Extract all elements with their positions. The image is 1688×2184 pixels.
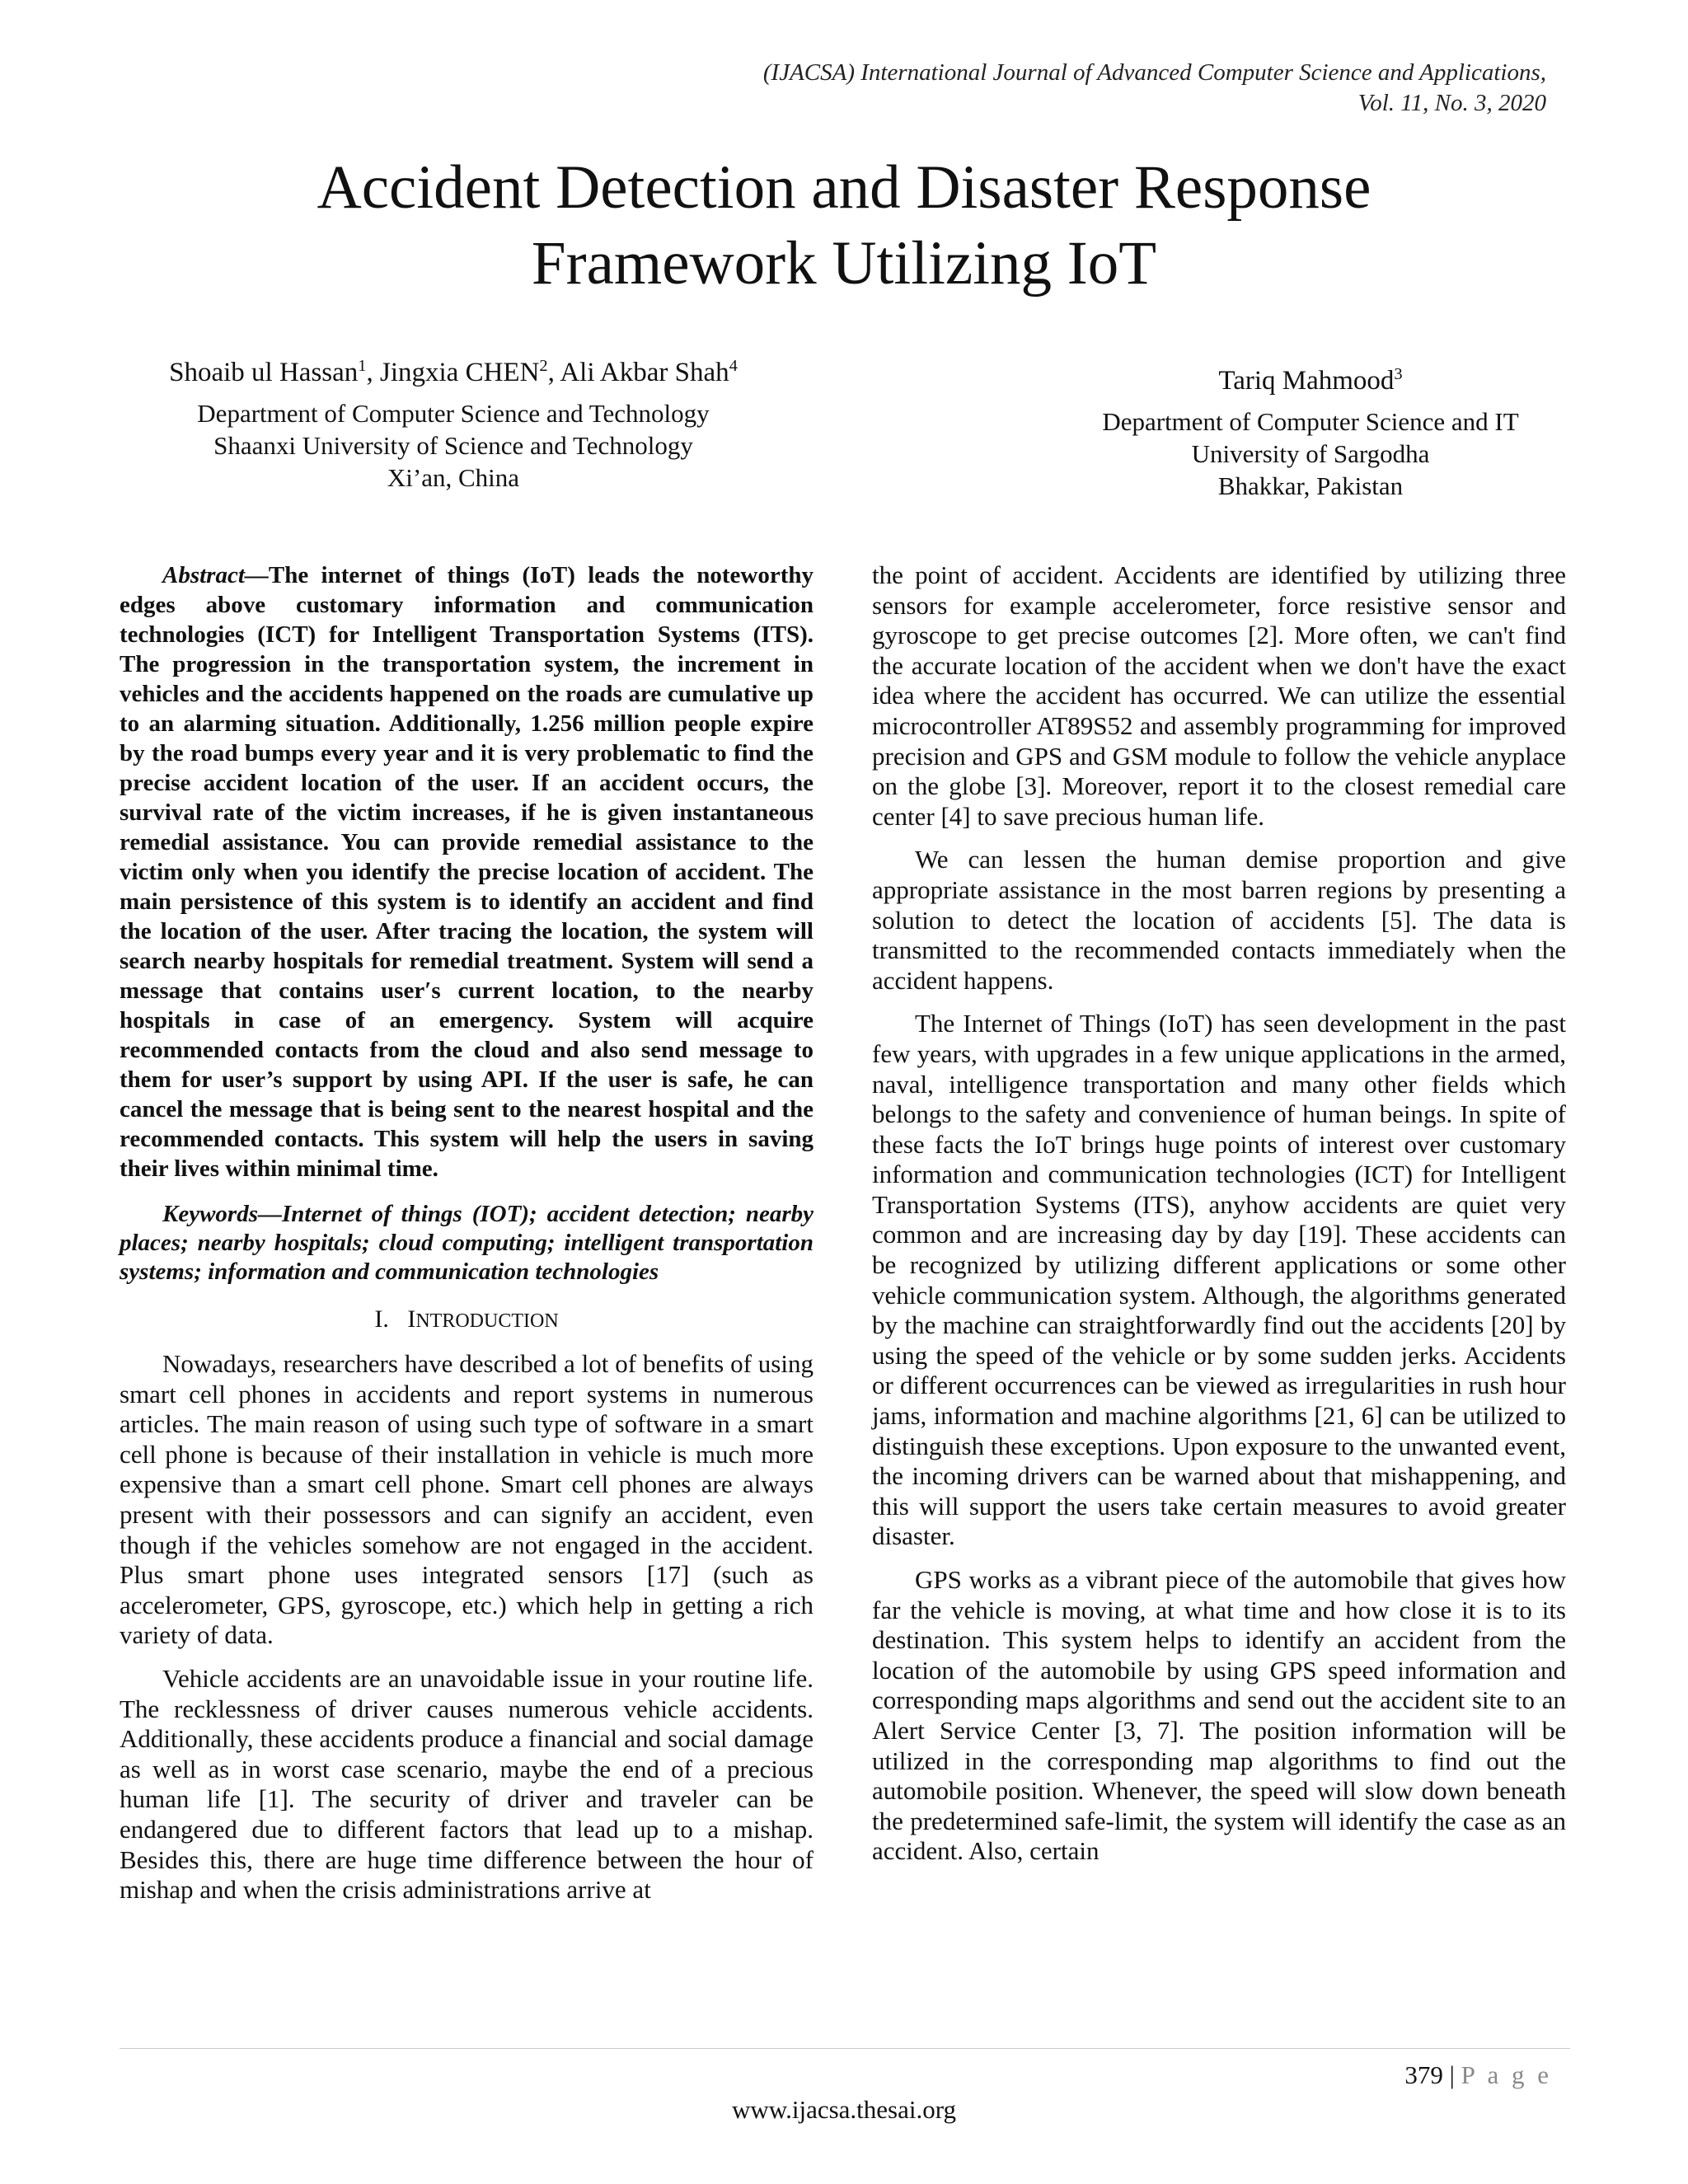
- page-word: P a g e: [1461, 2060, 1552, 2089]
- affiliation-location: Xi’an, China: [387, 463, 520, 492]
- affiliation-university: University of Sargodha: [1191, 439, 1430, 468]
- journal-website: www.ijacsa.thesai.org: [731, 2095, 957, 2124]
- page-number-value: 379: [1404, 2060, 1443, 2089]
- keywords-label: Keywords—: [162, 1201, 282, 1227]
- section-title-initial: I: [407, 1305, 416, 1333]
- author-name: Shoaib ul Hassan: [169, 358, 359, 387]
- section-title-rest: NTRODUCTION: [415, 1310, 559, 1332]
- author-name: Tariq Mahmood: [1218, 366, 1395, 396]
- paper-title: [0, 150, 1688, 302]
- author-name: , Ali Akbar Shah: [547, 358, 729, 387]
- abstract-text: The internet of things (IoT) leads the noteworthy edges above customary information and communication technologies (ICT) for Intelligent Transportation Systems (ITS). The progression in the transportation system, the increment in vehicles and the accidents happened on the roads are cumulative up to an alarming situation. Additionally, 1.256 million people expire by the road bumps every year and it is very problematic to find the precise accident location of the user. If an accident occurs, the survival rate of the victim increases, if he is given instantaneous remedial assistance. You can provide remedial assistance to the victim only when you identify the precise location of accident. The main persistence of this system is to identify an accident and find the location of the user. After tracing the location, the system will search nearby hospitals for remedial treatment. System will send a message that contains user′s current location, to the nearby hospitals in case of an emergency. System will acquire recommended contacts from the cloud and also send message to them for user’s support by using API. If the user is safe, he can cancel the message that is being sent to the nearest hospital and the recommended contacts. This system will help the users in saving their lives within minimal time.: [120, 562, 814, 1182]
- column-right: [872, 560, 1566, 1880]
- abstract-label: Abstract—: [162, 562, 269, 588]
- keywords: [120, 1200, 814, 1286]
- author-block-right: [964, 363, 1657, 502]
- column-left: [120, 560, 814, 1919]
- body-paragraph: The Internet of Things (IoT) has seen development in the past few years, with upgrades in a few unique applications in the armed, naval, intelligence transportation and many other fields which belongs to the safety and convenience of human beings. In spite of these facts the IoT brings huge points of interest over customary information and communication technologies (ICT) for Intelligent Transportation Systems (ITS), anyhow accidents are quiet very common and are increasing day by day [19]. These accidents can be recognized by utilizing different applications or some other vehicle communication system. Although, the algorithms generated by the machine can straightforwardly find out the accidents [20] by using the speed of the vehicle or by some sudden jerks. Accidents or different occurrences can be viewed as irregularities in rush hour jams, information and machine algorithms [21, 6] can be utilized to distinguish these exceptions. Upon exposure to the unwanted event, the incoming drivers can be warned about that mishappening, and this will support the users take certain measures to avoid greater disaster.: [872, 1009, 1566, 1551]
- title-line-1: Accident Detection and Disaster Response: [316, 153, 1372, 222]
- author-names: [964, 363, 1657, 399]
- affiliation-department: Department of Computer Science and Technology: [197, 399, 710, 428]
- body-paragraph: We can lessen the human demise proportion and give appropriate assistance in the most barren regions by presenting a solution to detect the location of accidents [5]. The data is transmitted to the recommended contacts immediately when the accident happens.: [872, 845, 1566, 995]
- affiliation-location: Bhakkar, Pakistan: [1217, 471, 1404, 500]
- author-affil-mark: 1: [358, 357, 367, 375]
- author-affil-mark: 2: [539, 357, 548, 375]
- section-heading-introduction: [120, 1305, 814, 1336]
- page-separator: |: [1442, 2060, 1461, 2089]
- title-line-2: Framework Utilizing IoT: [531, 229, 1157, 298]
- page-number: [1404, 2060, 1552, 2090]
- keywords-text: Internet of things (IOT); accident detection; nearby places; nearby hospitals; cloud computing; intelligent transportation systems; information and communication technologies: [120, 1201, 814, 1285]
- footer-divider: [120, 2048, 1570, 2049]
- author-names: [107, 354, 799, 391]
- body-paragraph: the point of accident. Accidents are identified by utilizing three sensors for example accelerometer, force resistive sensor and gyroscope to get precise outcomes [2]. More often, we can't find the accurate location of the accident when we don't have the exact idea where the accident has occurred. We can utilize the essential microcontroller AT89S52 and assembly programming for improved precision and GPS and GSM module to follow the vehicle anyplace on the globe [3]. Moreover, report it to the closest remedial care center [4] to save precious human life.: [872, 560, 1566, 831]
- affiliation-department: Department of Computer Science and IT: [1102, 407, 1519, 436]
- journal-name: (IJACSA) International Journal of Advanced Computer Science and Applications,: [762, 59, 1546, 86]
- abstract: [120, 560, 814, 1183]
- author-affil-mark: 4: [729, 357, 738, 375]
- journal-header: [763, 58, 1546, 119]
- section-number: I.: [374, 1305, 389, 1333]
- author-affil-mark: 3: [1394, 365, 1403, 383]
- journal-volume: Vol. 11, No. 3, 2020: [1357, 90, 1546, 116]
- affiliation-university: Shaanxi University of Science and Technology: [213, 431, 693, 460]
- author-name: , Jingxia CHEN: [366, 358, 540, 387]
- body-paragraph: GPS works as a vibrant piece of the automobile that gives how far the vehicle is moving, at what time and how close it is to its destination. This system helps to identify an accident from the location of the automobile by using GPS speed information and corresponding maps algorithms and send out the accident site to an Alert Service Center [3, 7]. The position information will be utilized in the corresponding map algorithms to find out the automobile position. Whenever, the speed will slow down beneath the predetermined safe-limit, the system will identify the case as an accident. Also, certain: [872, 1565, 1566, 1866]
- author-block-left: [107, 354, 799, 494]
- body-paragraph: Vehicle accidents are an unavoidable issue in your routine life. The recklessness of driver causes numerous vehicle accidents. Additionally, these accidents produce a financial and social damage as well as in worst case scenario, maybe the end of a precious human life [1]. The security of driver and traveler can be endangered due to different factors that lead up to a mishap. Besides this, there are huge time difference between the hour of mishap and when the crisis administrations arrive at: [120, 1663, 814, 1905]
- body-paragraph: Nowadays, researchers have described a lot of benefits of using smart cell phones in accidents and report systems in numerous articles. The main reason of using such type of software in a smart cell phone is because of their installation in vehicle is much more expensive than a smart cell phone. Smart cell phones are always present with their possessors and can signify an accident, even though if the vehicles somehow are not engaged in the accident. Plus smart phone uses integrated sensors [17] (such as accelerometer, GPS, gyroscope, etc.) which help in getting a rich variety of data.: [120, 1349, 814, 1650]
